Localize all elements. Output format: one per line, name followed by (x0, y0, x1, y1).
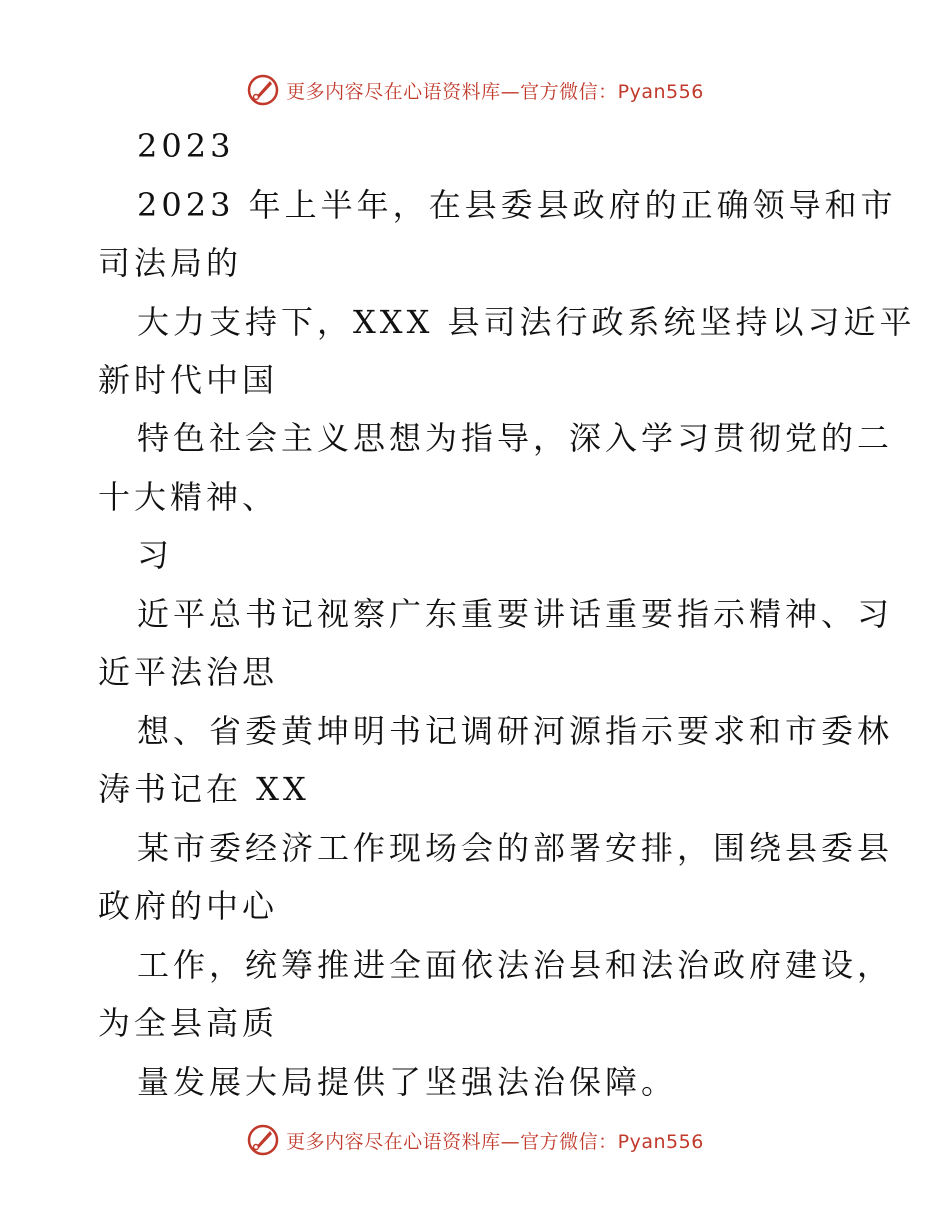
header-watermark-text: 更多内容尽在心语资料库—官方微信：Pyan556 (286, 80, 704, 103)
paragraph-line: 量发展大局提供了坚强法治保障。 (137, 1063, 678, 1101)
paragraph-line: 特色社会主义思想为指导，深入学习贯彻党的二 (137, 419, 894, 457)
paragraph-line: 2023 (137, 127, 235, 165)
paragraph-line: 某市委经济工作现场会的部署安排，围绕县委县 (137, 829, 894, 867)
footer-watermark-text: 更多内容尽在心语资料库—官方微信：Pyan556 (286, 1130, 704, 1153)
paragraph-line: 2023 年上半年，在县委县政府的正确领导和市 (137, 186, 897, 224)
paragraph-line: 大力支持下，XXX 县司法行政系统坚持以习近平 (137, 303, 916, 341)
paragraph-line: 为全县高质 (98, 1004, 279, 1042)
paragraph-line: 十大精神、 (98, 478, 279, 516)
paragraph-line: 近平法治思 (98, 653, 279, 691)
paragraph-line: 工作，统筹推进全面依法治县和法治政府建设， (137, 946, 894, 984)
paragraph-line: 想、省委黄坤明书记调研河源指示要求和市委林 (137, 712, 894, 750)
footer-watermark-banner (0, 1120, 950, 1160)
quill-logo-icon (246, 1123, 280, 1157)
paragraph-line: 新时代中国 (98, 361, 279, 399)
paragraph-line: 近平总书记视察广东重要讲话重要指示精神、习 (137, 595, 894, 633)
paragraph-line: 涛书记在 XX (98, 770, 310, 808)
paragraph-line: 政府的中心 (98, 887, 279, 925)
paragraph-line: 司法局的 (98, 244, 243, 282)
paragraph-line: 习 (137, 536, 174, 574)
